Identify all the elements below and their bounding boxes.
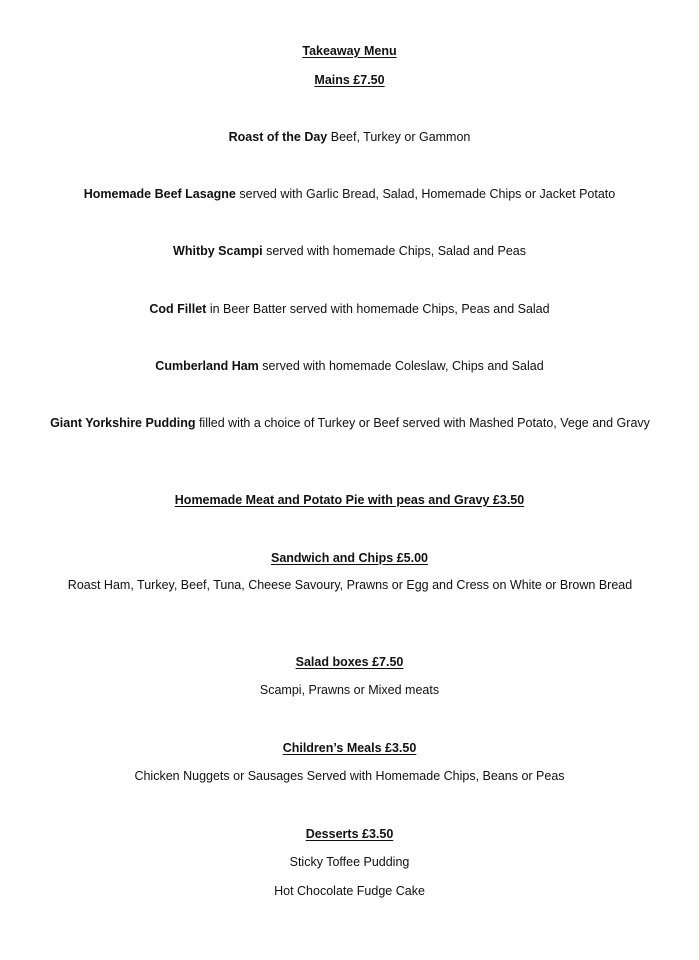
mains-heading: Mains £7.50: [314, 73, 385, 87]
salad-text: Scampi, Prawns or Mixed meats: [259, 683, 440, 697]
menu-item-name: Roast of the Day: [228, 130, 328, 144]
childrens-meals-heading: Children’s Meals £3.50: [282, 741, 417, 755]
menu-item-lasagne: [40, 185, 659, 203]
childrens-meals-text: Chicken Nuggets or Sausages Served with Homemade Chips, Beans or Peas: [134, 769, 565, 783]
menu-item-cod: [40, 300, 659, 318]
menu-item-yorkshire: [50, 414, 650, 432]
menu-item-desc: Beef, Turkey or Gammon: [327, 130, 471, 144]
menu-item-desc: in Beer Batter served with homemade Chips, Peas and Salad: [206, 302, 550, 316]
menu-item-roast: [40, 128, 659, 146]
pie-heading: Homemade Meat and Potato Pie with peas and Gravy £3.50: [174, 493, 525, 507]
menu-item-ham: [40, 357, 659, 375]
menu-item-desc: served with Garlic Bread, Salad, Homemade Chips or Jacket Potato: [235, 187, 616, 201]
menu-item-name: Homemade Beef Lasagne: [83, 187, 236, 201]
menu-item-name: Cod Fillet: [149, 302, 207, 316]
sandwich-heading: Sandwich and Chips £5.00: [271, 551, 428, 565]
menu-item-name: Whitby Scampi: [173, 244, 263, 258]
menu-item-scampi: [40, 242, 659, 260]
menu-item-desc: served with homemade Coleslaw, Chips and Salad: [258, 359, 544, 373]
menu-item-desc: filled with a choice of Turkey or Beef served with Mashed Potato, Vege and Gravy: [195, 416, 650, 430]
menu-item-name: Cumberland Ham: [155, 359, 259, 373]
desserts-heading: Desserts £3.50: [305, 827, 394, 841]
menu-item-name: Giant Yorkshire Pudding: [50, 416, 196, 430]
dessert-item: Sticky Toffee Pudding: [289, 855, 410, 869]
menu-title: Takeaway Menu: [302, 44, 397, 58]
salad-heading: Salad boxes £7.50: [295, 655, 404, 669]
sandwich-text: Roast Ham, Turkey, Beef, Tuna, Cheese Savoury, Prawns or Egg and Cress on White or Brown Bread: [67, 578, 633, 592]
menu-item-desc: served with homemade Chips, Salad and Peas: [262, 244, 526, 258]
dessert-item: Hot Chocolate Fudge Cake: [274, 884, 425, 898]
